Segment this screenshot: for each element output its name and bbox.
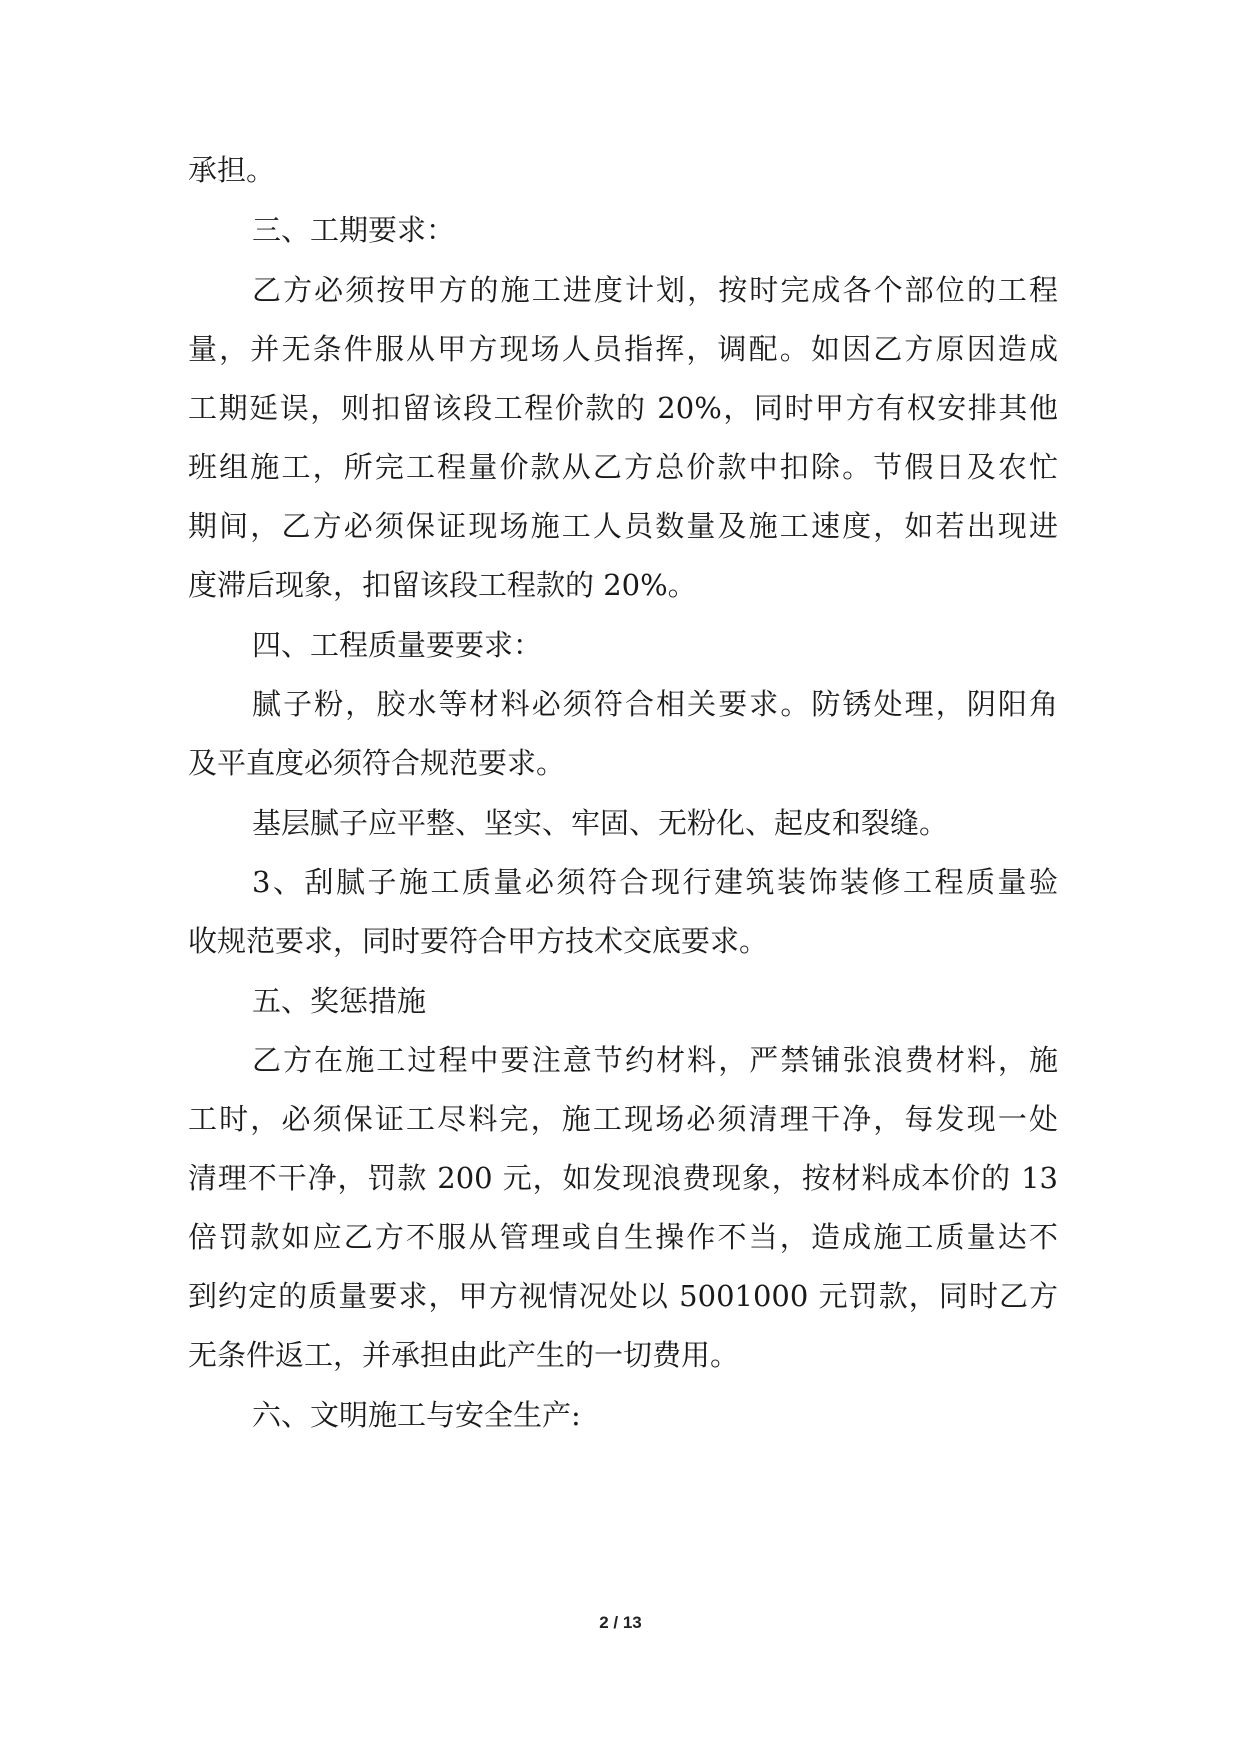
paragraph-line: 清理不干净，罚款 200 元，如发现浪费现象，按材料成本价的 13 xyxy=(188,1161,1058,1195)
paragraph-line: 倍罚款如应乙方不服从管理或自生操作不当，造成施工质量达不 xyxy=(188,1220,1058,1254)
paragraph-line: 班组施工，所完工程量价款从乙方总价款中扣除。节假日及农忙 xyxy=(188,450,1058,484)
paragraph-line: 量，并无条件服从甲方现场人员指挥，调配。如因乙方原因造成 xyxy=(188,332,1058,366)
paragraph-line: 承担。 xyxy=(188,153,276,187)
paragraph-line: 度滞后现象，扣留该段工程款的 20%。 xyxy=(188,568,697,602)
paragraph-line: 乙方必须按甲方的施工进度计划，按时完成各个部位的工程 xyxy=(252,273,1058,307)
paragraph-line: 收规范要求，同时要符合甲方技术交底要求。 xyxy=(188,924,769,958)
paragraph-line: 及平直度必须符合规范要求。 xyxy=(188,746,566,780)
paragraph-line: 3、刮腻子施工质量必须符合现行建筑装饰装修工程质量验 xyxy=(252,865,1058,899)
section-heading: 四、工程质量要要求： xyxy=(252,628,543,662)
section-heading: 五、奖惩措施 xyxy=(252,984,427,1018)
paragraph-line: 工期延误，则扣留该段工程价款的 20%，同时甲方有权安排其他 xyxy=(188,391,1058,425)
paragraph-line: 无条件返工，并承担由此产生的一切费用。 xyxy=(188,1338,740,1372)
paragraph-line: 到约定的质量要求，甲方视情况处以 5001000 元罚款，同时乙方 xyxy=(188,1279,1058,1313)
section-heading: 六、文明施工与安全生产: xyxy=(252,1398,581,1432)
paragraph-line: 工时，必须保证工尽料完，施工现场必须清理干净，每发现一处 xyxy=(188,1102,1058,1136)
page-number: 2 / 13 xyxy=(599,1613,642,1632)
section-heading: 三、工期要求： xyxy=(252,213,456,247)
paragraph-line: 期间，乙方必须保证现场施工人员数量及施工速度，如若出现进 xyxy=(188,509,1058,543)
paragraph-line: 乙方在施工过程中要注意节约材料，严禁铺张浪费材料，施 xyxy=(252,1043,1058,1077)
paragraph-line: 基层腻子应平整、坚实、牢固、无粉化、起皮和裂缝。 xyxy=(252,806,949,840)
paragraph-line: 腻子粉，胶水等材料必须符合相关要求。防锈处理，阴阳角 xyxy=(252,687,1058,721)
